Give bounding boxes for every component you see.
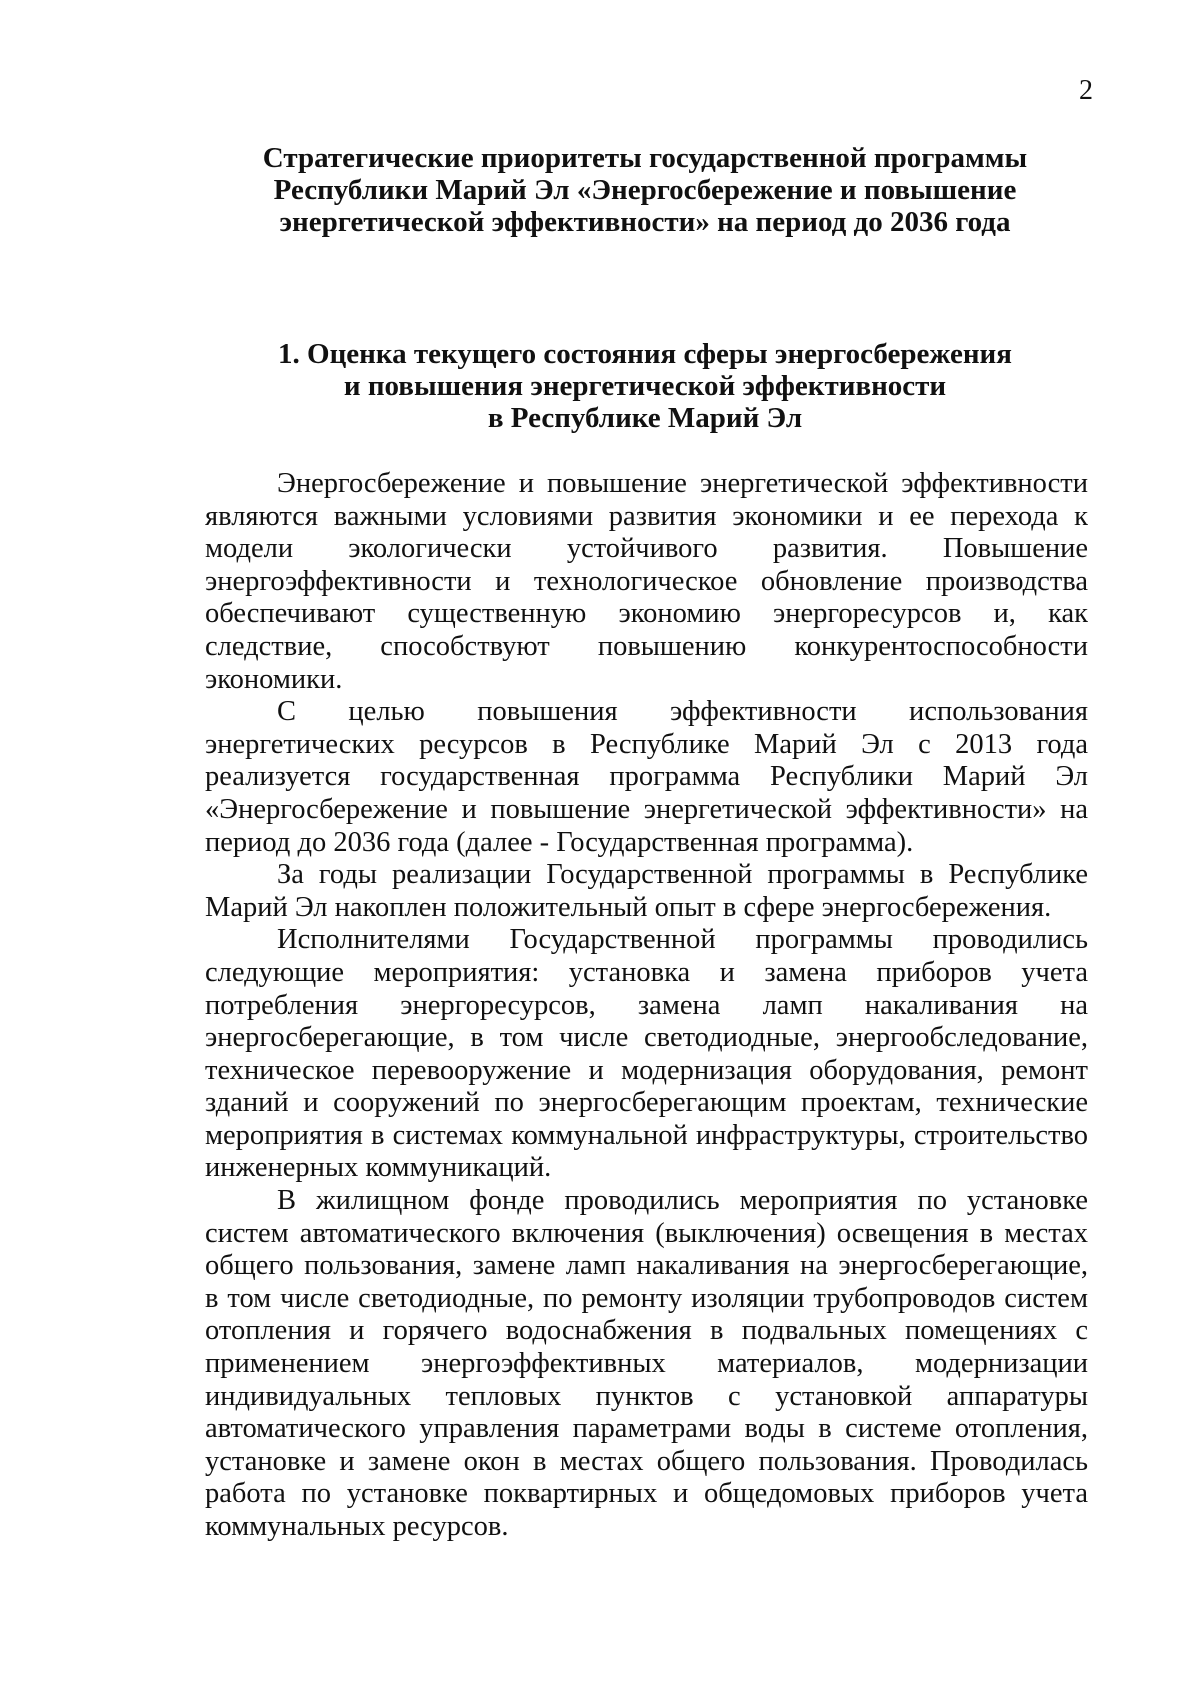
section-heading-line: 1. Оценка текущего состояния сферы энергосбережения	[278, 338, 1012, 370]
section-heading-line: в Республике Марий Эл	[487, 402, 803, 434]
document-title-line: Республики Марий Эл «Энергосбережение и повышение	[273, 174, 1017, 206]
page-number: 2	[1079, 75, 1093, 106]
section-body	[205, 468, 1088, 1544]
document-title-line: Стратегические приоритеты государственной программы	[262, 142, 1028, 174]
paragraph: За годы реализации Государственной программы в Республике Марий Эл накоплен положительный опыт в сфере энергосбережения.	[205, 859, 1088, 923]
document-title-line: энергетической эффективности» на период до 2036 года	[279, 206, 1011, 238]
paragraph: С целью повышения эффективности использования энергетических ресурсов в Республике Марий Эл с 2013 года реализуется государственная программа Республики Марий Эл «Энергосбережение и повышение энергетической эффективности» на период до 2036 года (далее - Государственная программа).	[205, 696, 1088, 858]
document-title	[205, 142, 1085, 238]
section-heading-line: и повышения энергетической эффективности	[343, 370, 947, 402]
section-heading	[205, 338, 1085, 434]
paragraph: В жилищном фонде проводились мероприятия по установке систем автоматического включения (выключения) освещения в местах общего пользования, замене ламп накаливания на энергосберегающие, в том числе светодиодные, по ремонту изоляции трубопроводов систем отопления и горячего водоснабжения в подвальных помещениях с применением энергоэффективных материалов, модернизации индивидуальных тепловых пунктов с установкой аппаратуры автоматического управления параметрами воды в системе отопления, установке и замене окон в местах общего пользования. Проводилась работа по установке поквартирных и общедомовых приборов учета коммунальных ресурсов.	[205, 1185, 1088, 1542]
paragraph: Энергосбережение и повышение энергетической эффективности являются важными условиями развития экономики и ее перехода к модели экологически устойчивого развития. Повышение энергоэффективности и технологическое обновление производства обеспечивают существенную экономию энергоресурсов и, как следствие, способствуют повышению конкурентоспособности экономики.	[205, 468, 1088, 695]
paragraph: Исполнителями Государственной программы проводились следующие мероприятия: установка и замена приборов учета потребления энергоресурсов, замена ламп накаливания на энергосберегающие, в том числе светодиодные, энергообследование, техническое перевооружение и модернизация оборудования, ремонт зданий и сооружений по энергосберегающим проектам, технические мероприятия в системах коммунальной инфраструктуры, строительство инженерных коммуникаций.	[205, 924, 1088, 1184]
